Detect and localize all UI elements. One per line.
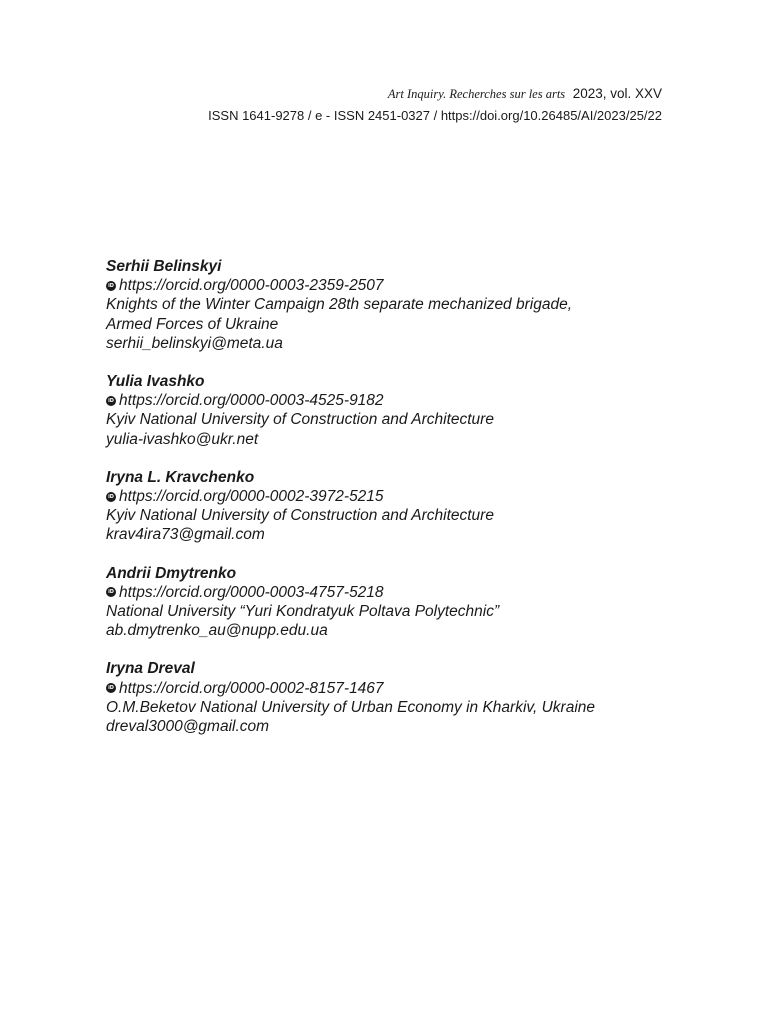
orcid-row	[106, 487, 726, 506]
journal-name: Art Inquiry. Recherches sur les arts	[387, 87, 566, 101]
author-block	[106, 468, 726, 545]
orcid-icon: iD	[106, 587, 116, 597]
orcid-link[interactable]: https://orcid.org/0000-0003-4757-5218	[119, 583, 384, 601]
orcid-link[interactable]: https://orcid.org/0000-0003-4525-9182	[119, 392, 384, 410]
orcid-icon: iD	[106, 396, 116, 406]
orcid-row	[106, 391, 726, 410]
author-email[interactable]: ab.dmytrenko_au@nupp.edu.ua	[106, 622, 328, 640]
author-name: Iryna L. Kravchenko	[106, 468, 255, 486]
author-affiliation: Armed Forces of Ukraine	[106, 315, 279, 333]
author-name: Yulia Ivashko	[106, 373, 205, 391]
orcid-link[interactable]: https://orcid.org/0000-0002-3972-5215	[119, 488, 384, 506]
orcid-row	[106, 583, 726, 602]
orcid-row	[106, 679, 726, 698]
author-name: Serhii Belinskyi	[106, 258, 222, 275]
orcid-link[interactable]: https://orcid.org/0000-0003-2359-2507	[119, 277, 384, 295]
author-affiliation: O.M.Beketov National University of Urban Economy in Kharkiv, Ukraine	[106, 698, 596, 716]
author-email[interactable]: krav4ira73@gmail.com	[106, 526, 265, 544]
author-block	[106, 659, 726, 736]
author-affiliation: National University “Yuri Kondratyuk Poltava Polytechnic”	[106, 603, 500, 621]
issn-doi-line: ISSN 1641-9278 / e - ISSN 2451-0327 / https://doi.org/10.26485/AI/2023/25/22	[208, 108, 662, 123]
journal-year-volume: 2023, vol. XXV	[572, 86, 662, 101]
author-email[interactable]: serhii_belinskyi@meta.ua	[106, 334, 283, 352]
author-name: Andrii Dmytrenko	[106, 564, 237, 582]
author-affiliation: Kyiv National University of Construction and Architecture	[106, 411, 494, 429]
orcid-icon: iD	[106, 683, 116, 693]
journal-citation-line	[208, 84, 662, 104]
author-affiliation: Kyiv National University of Construction and Architecture	[106, 507, 494, 525]
orcid-icon: iD	[106, 281, 116, 291]
orcid-link[interactable]: https://orcid.org/0000-0002-8157-1467	[119, 679, 384, 697]
author-email[interactable]: dreval3000@gmail.com	[106, 718, 270, 736]
author-block	[106, 372, 726, 449]
author-list	[106, 257, 726, 755]
orcid-row	[106, 276, 726, 295]
author-email[interactable]: yulia-ivashko@ukr.net	[106, 430, 259, 448]
author-block	[106, 564, 726, 641]
journal-header	[208, 84, 662, 125]
author-name: Iryna Dreval	[106, 660, 195, 678]
author-block	[106, 257, 726, 353]
author-affiliation: Knights of the Winter Campaign 28th separate mechanized brigade,	[106, 296, 572, 314]
orcid-icon: iD	[106, 492, 116, 502]
